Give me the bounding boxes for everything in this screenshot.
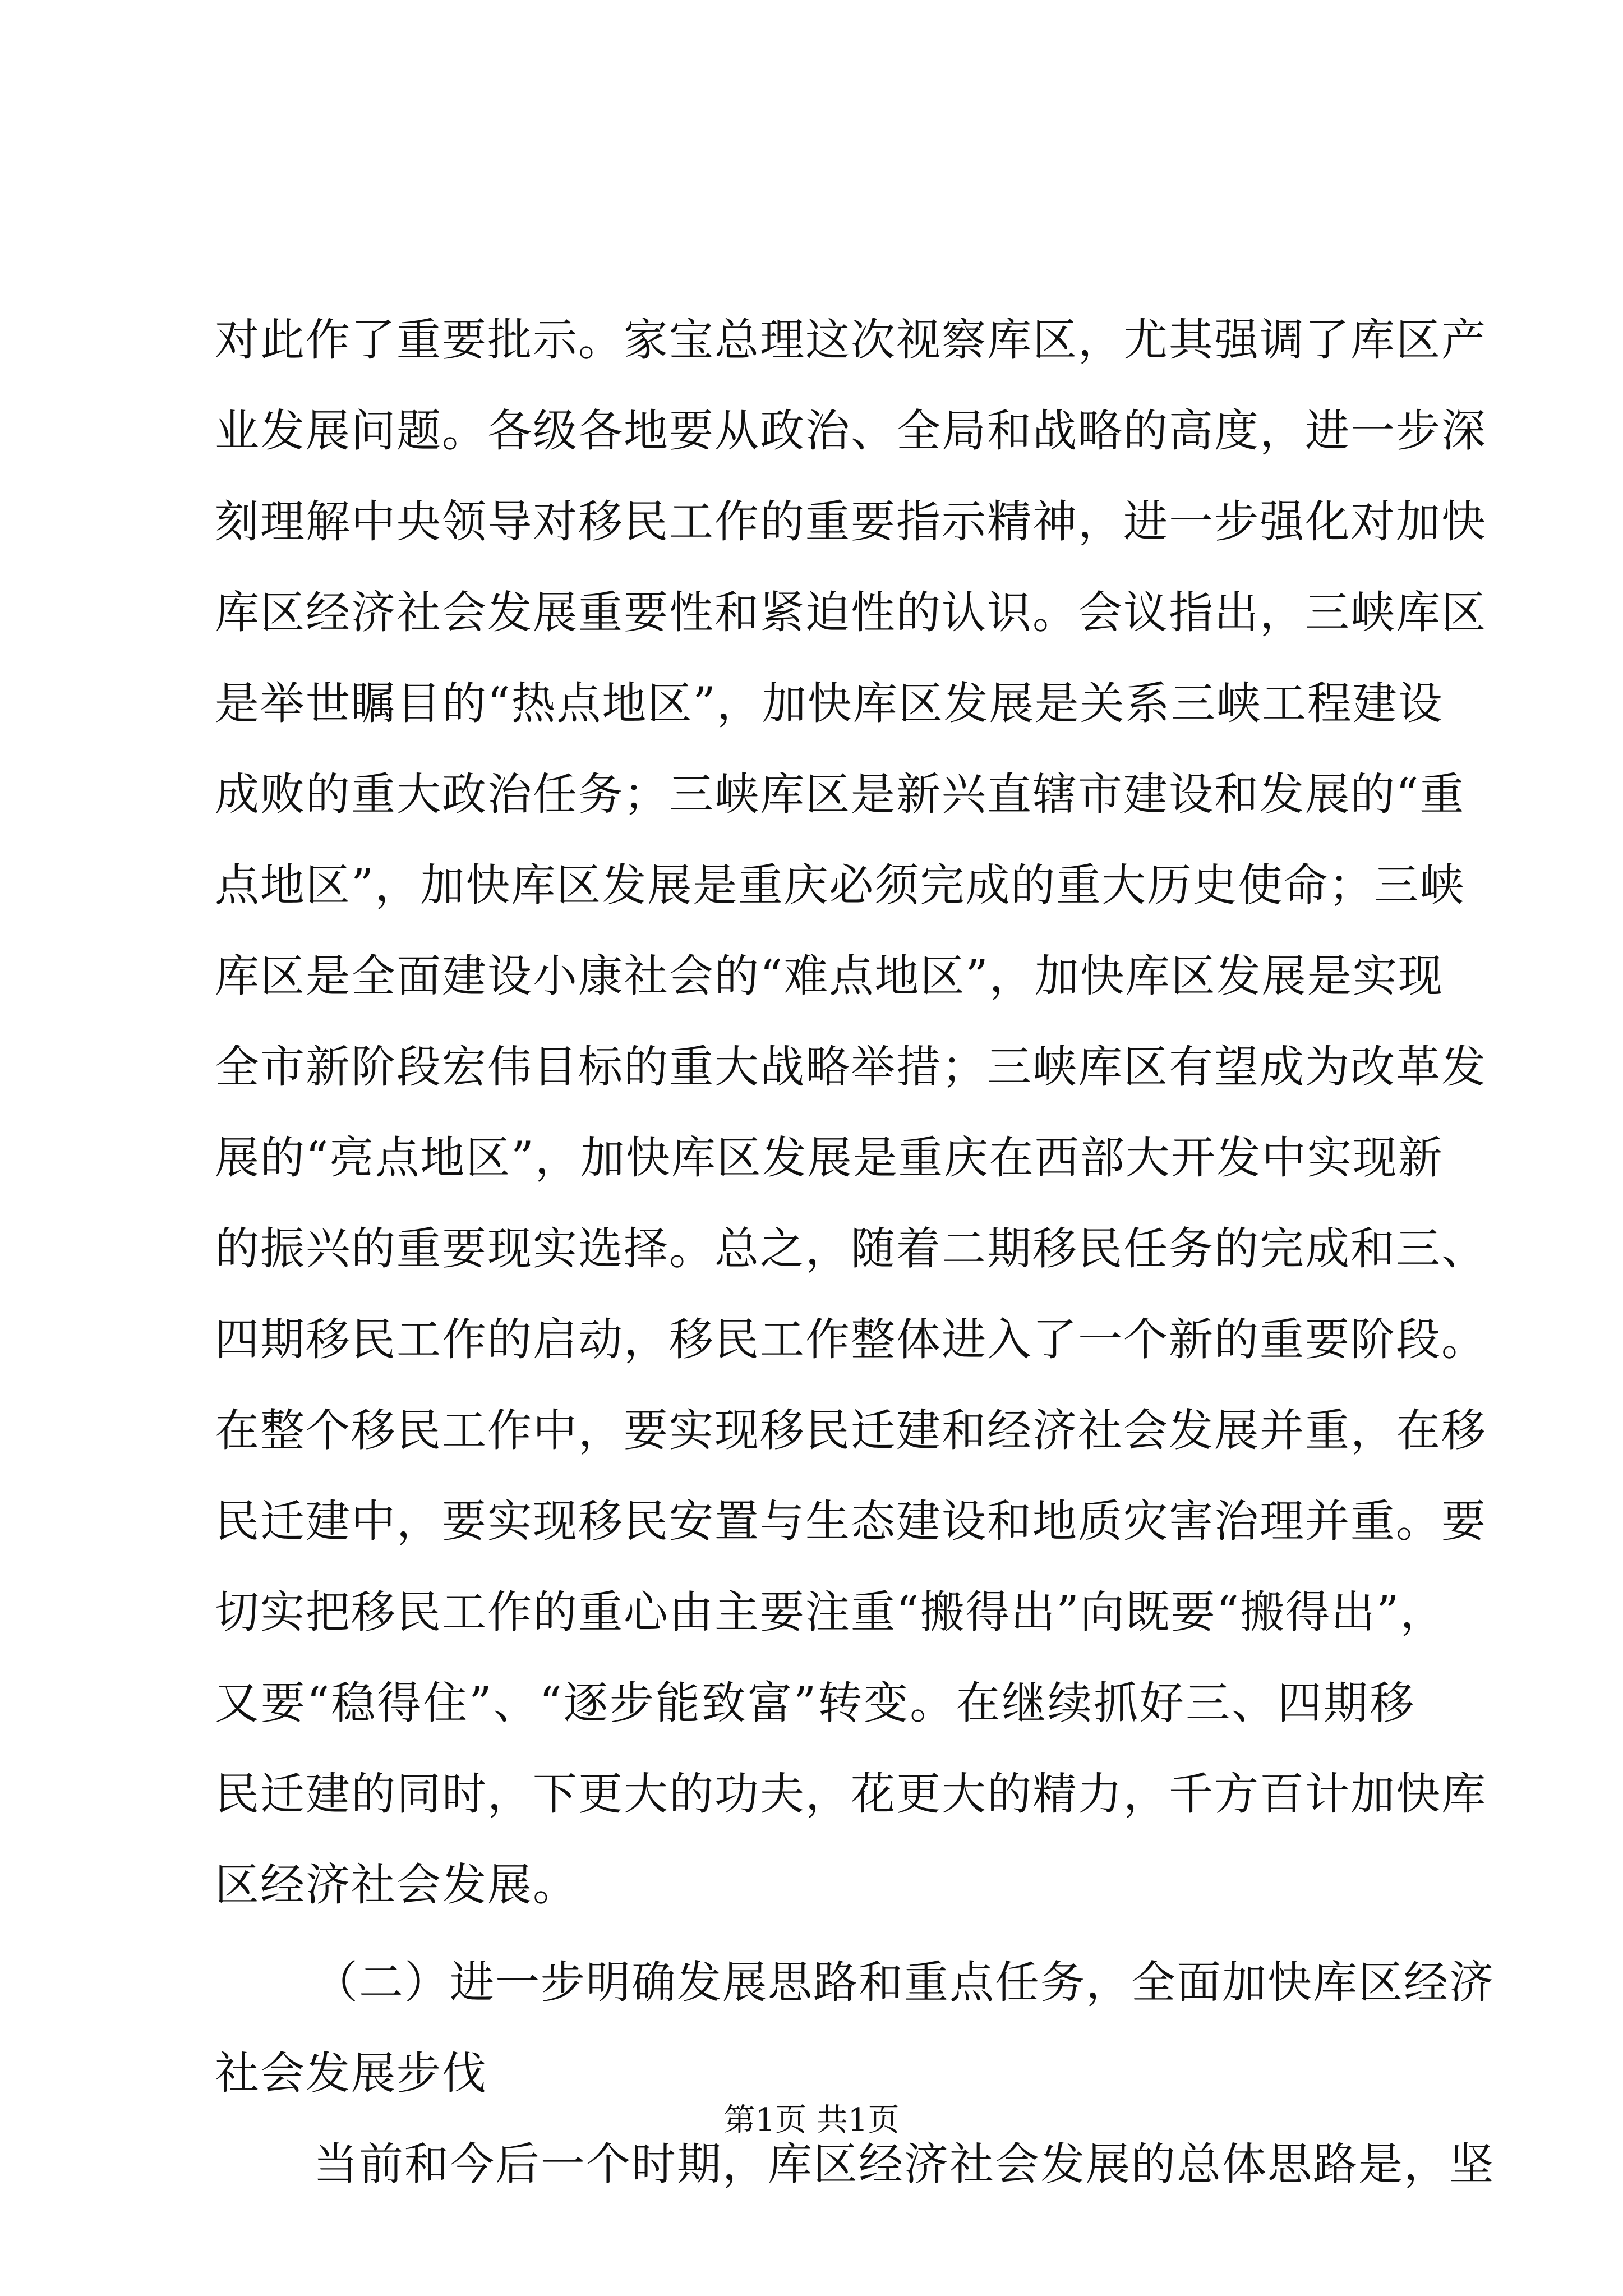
heading-line: （二）进一步明确发展思路和重点任务，全面加快库区经济 [313,1957,1495,2008]
section-heading [215,1937,1495,2119]
text-line: 当前和今后一个时期，库区经济社会发展的总体思路是，坚 [313,2138,1495,2190]
text-line: 民迁建的同时，下更大的功夫，花更大的精力，千方百计加快库 [215,1768,1487,1820]
text-line: 刻理解中央领导对移民工作的重要指示精神，进一步强化对加快 [215,496,1487,547]
heading-line: 社会发展步伐 [215,2047,487,2099]
text-line: 的振兴的重要现实选择。总之，随着二期移民任务的完成和三、 [215,1223,1487,1274]
text-line: 成败的重大政治任务；三峡库区是新兴直辖市建设和发展的“重 [215,769,1465,820]
text-line: 展的“亮点地区”，加快库区发展是重庆在西部大开发中实现新 [215,1132,1444,1184]
paragraph-1 [215,295,1487,1930]
text-line: 点地区”，加快库区发展是重庆必须完成的重大历史使命；三峡 [215,859,1465,911]
text-line: 业发展问题。各级各地要从政治、全局和战略的高度，进一步深 [215,405,1487,457]
document-body [215,295,1495,2210]
text-line: 切实把移民工作的重心由主要注重“搬得出”向既要“搬得出”， [215,1586,1446,1638]
text-line: 区经济社会发展。 [215,1859,578,1911]
text-line: 民迁建中，要实现移民安置与生态建设和地质灾害治理并重。要 [215,1496,1487,1547]
text-line: 库区经济社会发展重要性和紧迫性的认识。会议指出，三峡库区 [215,587,1487,638]
text-line: 四期移民工作的启动，移民工作整体进入了一个新的重要阶段。 [215,1314,1487,1365]
text-line: 在整个移民工作中，要实现移民迁建和经济社会发展并重，在移 [215,1405,1487,1456]
page-footer: 第1页 共1页 [723,2102,900,2138]
text-line: 又要“稳得住”、“逐步能致富”转变。在继续抓好三、四期移 [215,1677,1415,1729]
text-line: 是举世瞩目的“热点地区”，加快库区发展是关系三峡工程建设 [215,678,1444,729]
text-line: 库区是全面建设小康社会的“难点地区”，加快库区发展是实现 [215,950,1444,1002]
text-line: 全市新阶段宏伟目标的重大战略举措；三峡库区有望成为改革发 [215,1041,1487,1093]
text-line: 对此作了重要批示。家宝总理这次视察库区，尤其强调了库区产 [215,314,1487,366]
